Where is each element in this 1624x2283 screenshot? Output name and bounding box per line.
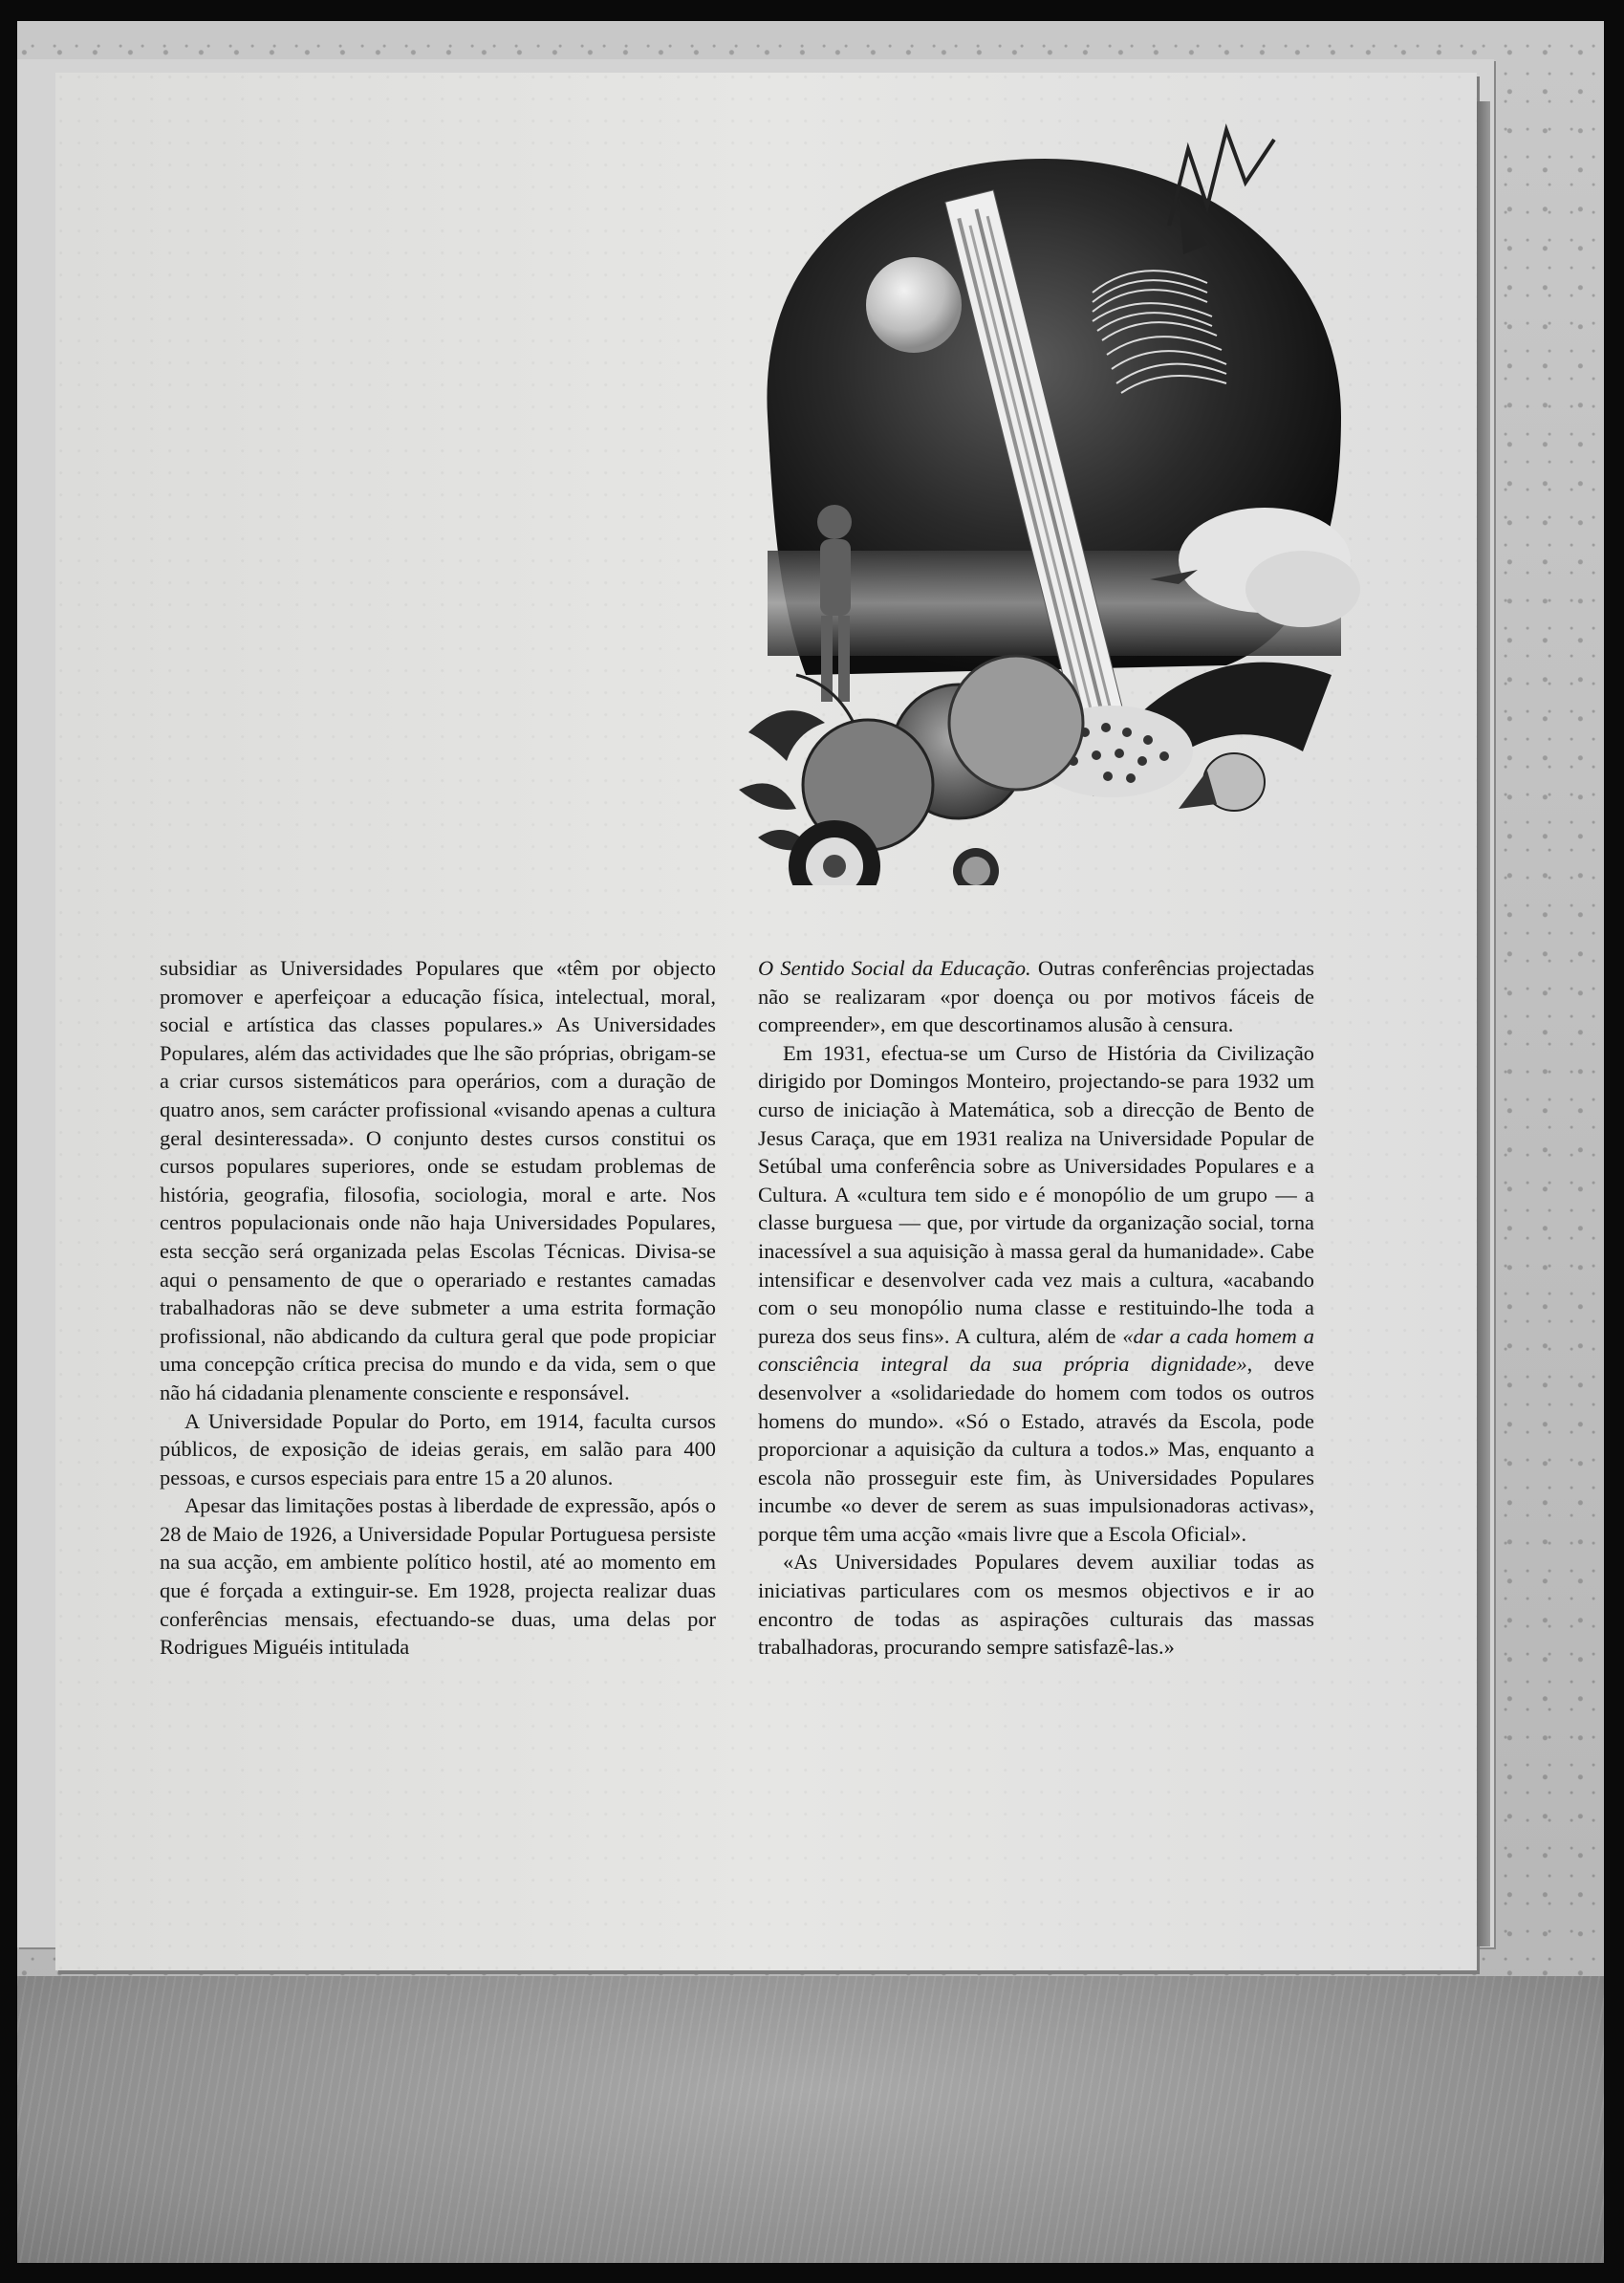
paragraph bbox=[758, 954, 1314, 1039]
italic-quote: «dar a cada homem a consciência integral da sua própria dignidade» bbox=[758, 1323, 1314, 1377]
page-edge bbox=[1477, 101, 1490, 1946]
collage-illustration bbox=[729, 101, 1360, 885]
scanned-sheet bbox=[17, 21, 1604, 2263]
paragraph: «As Universidades Populares devem auxiliar todas as iniciativas particulares com os mesmos objectivos e ir ao encontro de todas as aspirações culturais das massas trabalhadoras, procurando sempre satisfazê-las.» bbox=[758, 1550, 1314, 1660]
article-right-column bbox=[758, 954, 1314, 1662]
magazine-page bbox=[55, 73, 1477, 1970]
paragraph bbox=[758, 1039, 1314, 1549]
scanner-bed-texture bbox=[17, 1976, 1604, 2263]
article-left-column bbox=[160, 954, 716, 1662]
paragraph-text: Em 1931, efectua-se um Curso de História da Civilização dirigido por Domingos Monteiro, projectando-se para 1932 um curso de iniciação à Matemática, sob a direcção de Bento de Jesus Caraça, que em 1931 realiza na Universidade Popular de Setúbal uma conferência sobre as Universidades Populares e a Cultura. A «cultura tem sido e é monopólio de um grupo — a classe burguesa — que, por virtude da organização social, torna inacessível a sua aquisição à massa geral da humanidade». Cabe intensificar e desenvolver cada vez mais a cultura, «acabando com o seu monopólio numa classe e restituindo-lhe toda a pureza dos seus fins». A cultura, além de bbox=[758, 1040, 1314, 1348]
lecture-title: O Sentido Social da Educação. bbox=[758, 956, 1031, 980]
paragraph-text: , deve desenvolver a «solidariedade do homem com todos os outros homens do mundo». «Só o Estado, através da Escola, pode proporcionar a aquisição da cultura a todos.» Mas, enquanto a escola não prosseguir este fim, às Universidades Populares incumbe «o dever de serem as suas impulsionadoras activas», porque têm uma acção «mais livre que a Escola Oficial». bbox=[758, 1352, 1314, 1546]
moon bbox=[866, 257, 962, 353]
paragraph-text: Outras conferências projectadas não se realizaram «por doença ou por motivos fáceis de compreender», em que descortinamos alusão à censura. bbox=[758, 956, 1314, 1037]
paragraph: subsidiar as Universidades Populares que «têm por objecto promover e aperfeiçoar a educação física, intelectual, moral, social e artística das classes populares.» As Universidades Populares, além das actividades que lhe são próprias, obrigam-se a criar cursos sistemáticos para operários, com a duração de quatro anos, sem carácter profissional «visando apenas a cultura geral desinteressada». O conjunto destes cursos constitui os cursos populares superiores, onde se estudam problemas de história, geografia, filosofia, sociologia, moral e arte. Nos centros populacionais onde não haja Universidades Populares, esta secção será organizada pelas Escolas Técnicas. Divisa-se aqui o pensamento de que o operariado e restantes camadas trabalhadoras não se deve submeter a uma estrita formação profissional, não abdicando da cultura geral que pode propiciar uma concepção crítica precisa do mundo e da vida, sem o que não há cidadania plenamente consciente e responsável. bbox=[160, 956, 716, 1404]
paragraph: A Universidade Popular do Porto, em 1914, faculta cursos públicos, de exposição de ideias gerais, em salão para 400 pessoas, e cursos especiais para entre 15 a 20 alunos. bbox=[160, 1408, 716, 1489]
large-medal bbox=[949, 656, 1083, 790]
paragraph: Apesar das limitações postas à liberdade de expressão, após o 28 de Maio de 1926, a Universidade Popular Portuguesa persiste na sua acção, em ambiente político hostil, até ao momento em que é forçada a extinguir-se. Em 1928, projecta realizar duas conferências mensais, efectuando-se duas, uma delas por Rodrigues Miguéis intitulada bbox=[160, 1493, 716, 1660]
classical-face bbox=[1179, 753, 1265, 811]
